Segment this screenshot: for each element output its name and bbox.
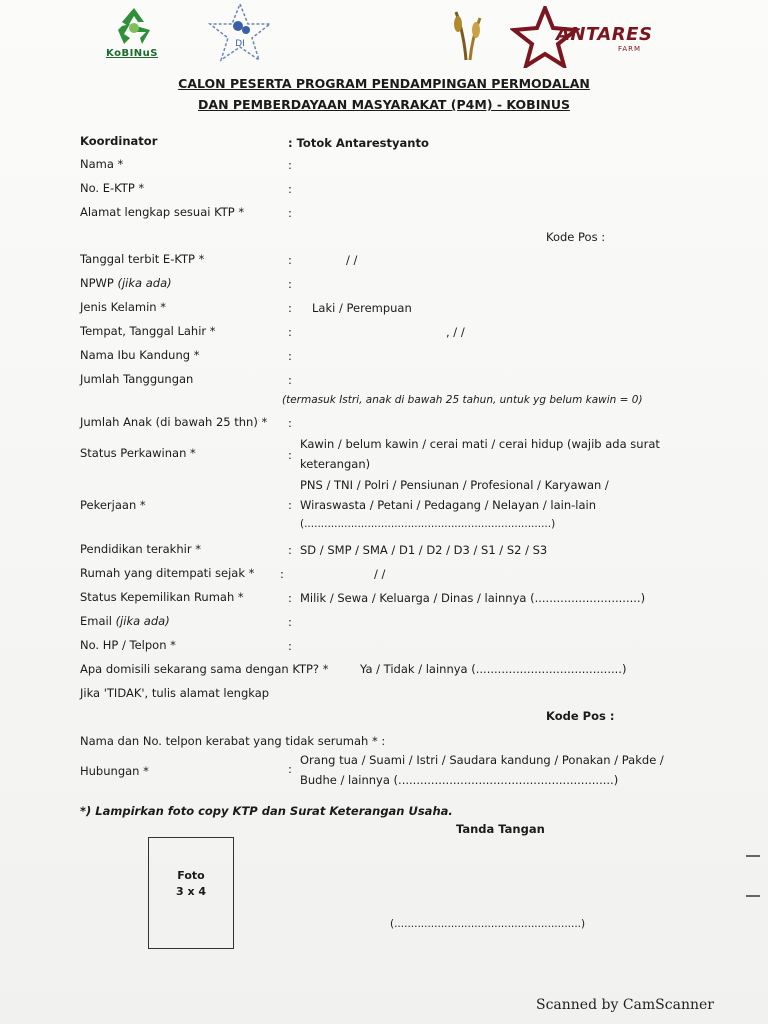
npwp-label-text: NPWP: [80, 276, 114, 290]
koordinator-value: : Totok Antarestyanto: [288, 136, 429, 150]
hp-label: No. HP / Telpon *: [80, 638, 176, 652]
pendidikan-value: SD / SMP / SMA / D1 / D2 / D3 / S1 / S2 / S3: [300, 543, 548, 557]
svg-text:DI: DI: [235, 39, 245, 49]
tanggungan-note: (termasuk Istri, anak di bawah 25 tahun, untuk yg belum kawin = 0): [282, 394, 643, 406]
status-rumah-colon: :: [288, 591, 292, 605]
domisili-value: Ya / Tidak / lainnya (........................................): [360, 662, 627, 676]
photo-box-line-1: Foto: [177, 869, 205, 882]
form-title-line-1: [0, 76, 768, 91]
tanggal-terbit-value: / /: [346, 253, 358, 267]
nama-label: Nama *: [80, 157, 124, 171]
star-emblem-logo: [204, 2, 276, 68]
pendidikan-colon: :: [288, 543, 292, 557]
farm-logo-text: FARM: [618, 45, 642, 53]
status-rumah-label: Status Kepemilikan Rumah *: [80, 590, 244, 604]
ektp-label: No. E-KTP *: [80, 181, 145, 195]
status-perkawinan-colon: :: [288, 448, 292, 462]
title-line-2-text: DAN PEMBERDAYAAN MASYARAKAT (P4M) - KOBINUS: [198, 97, 570, 112]
npwp-label: [80, 276, 172, 290]
wheat-logo: [444, 4, 490, 62]
kobinus-recycle-logo: [110, 4, 158, 48]
pekerjaan-line-3: (..........................................................................): [300, 518, 556, 530]
alamat-colon: :: [288, 206, 292, 220]
hubungan-label: Hubungan *: [80, 764, 149, 778]
npwp-optional-text: (jika ada): [117, 276, 172, 290]
kobinus-logo-text: KoBINuS: [106, 48, 158, 59]
domisili-label: Apa domisili sekarang sama dengan KTP? *: [80, 662, 329, 676]
alamat-label: Alamat lengkap sesuai KTP *: [80, 205, 245, 219]
status-perkawinan-label: Status Perkawinan *: [80, 446, 196, 460]
pekerjaan-label: Pekerjaan *: [80, 498, 146, 512]
jumlah-anak-label: Jumlah Anak (di bawah 25 thn) *: [80, 415, 268, 429]
ttl-colon: :: [288, 325, 292, 339]
ibu-kandung-colon: :: [288, 349, 292, 363]
pekerjaan-colon: :: [288, 498, 292, 512]
photo-box: [148, 837, 234, 949]
jenis-kelamin-colon: :: [288, 301, 292, 315]
tanggungan-label: Jumlah Tanggungan: [80, 372, 194, 386]
camscanner-footer: Scanned by CamScanner: [536, 997, 714, 1013]
email-optional-text: (jika ada): [115, 614, 170, 628]
scan-edge-mark: [746, 895, 760, 897]
signature-line: (........................................................): [390, 918, 586, 930]
lampiran-note: *) Lampirkan foto copy KTP dan Surat Keterangan Usaha.: [80, 804, 453, 818]
tanggal-terbit-colon: :: [288, 253, 292, 267]
ibu-kandung-label: Nama Ibu Kandung *: [80, 348, 200, 362]
hubungan-line-1: Orang tua / Suami / Istri / Saudara kandung / Ponakan / Pakde /: [300, 753, 664, 767]
form-title-line-2: [0, 97, 768, 112]
jenis-kelamin-value: Laki / Perempuan: [312, 301, 412, 315]
ttl-value: , / /: [446, 325, 465, 339]
photo-box-line-2: 3 x 4: [175, 885, 207, 898]
npwp-colon: :: [288, 277, 292, 291]
email-label: [80, 614, 170, 628]
title-line-1-text: CALON PESERTA PROGRAM PENDAMPINGAN PERMODALAN: [178, 76, 590, 91]
jumlah-anak-colon: :: [288, 416, 292, 430]
kode-pos-2: Kode Pos :: [546, 709, 615, 723]
jenis-kelamin-label: Jenis Kelamin *: [80, 300, 166, 314]
hubungan-colon: :: [288, 762, 292, 776]
tanggal-terbit-label: Tanggal terbit E-KTP *: [80, 252, 205, 266]
email-colon: :: [288, 615, 292, 629]
ttl-label: Tempat, Tanggal Lahir *: [80, 324, 216, 338]
rumah-sejak-label: Rumah yang ditempati sejak *: [80, 566, 255, 580]
alamat-tidak-label: Jika 'TIDAK', tulis alamat lengkap: [80, 686, 270, 700]
nama-colon: :: [288, 158, 292, 172]
kode-pos-1: Kode Pos :: [546, 230, 606, 244]
rumah-sejak-value: / /: [374, 567, 386, 581]
tanggungan-colon: :: [288, 373, 292, 387]
email-label-text: Email: [80, 614, 112, 628]
hubungan-line-2: Budhe / lainnya (...........................................................): [300, 773, 619, 787]
antares-logo-text: ANTARES: [556, 24, 653, 45]
pekerjaan-line-2: Wiraswasta / Petani / Pedagang / Nelayan / lain-lain: [300, 498, 597, 512]
status-rumah-value: Milik / Sewa / Keluarga / Dinas / lainnya (.............................): [300, 591, 646, 605]
kerabat-label: Nama dan No. telpon kerabat yang tidak serumah * :: [80, 734, 386, 748]
photo-box-text: [149, 868, 233, 900]
status-perkawinan-line-2: keterangan): [300, 457, 371, 471]
ektp-colon: :: [288, 182, 292, 196]
pekerjaan-line-1: PNS / TNI / Polri / Pensiunan / Profesional / Karyawan /: [300, 478, 609, 492]
scan-edge-mark: [746, 855, 760, 857]
status-perkawinan-line-1: Kawin / belum kawin / cerai mati / cerai hidup (wajib ada surat: [300, 437, 660, 451]
tanda-tangan-label: Tanda Tangan: [456, 822, 545, 836]
rumah-sejak-colon: :: [280, 567, 284, 581]
koordinator-label: Koordinator: [80, 134, 158, 148]
pendidikan-label: Pendidikan terakhir *: [80, 542, 201, 556]
hp-colon: :: [288, 639, 292, 653]
